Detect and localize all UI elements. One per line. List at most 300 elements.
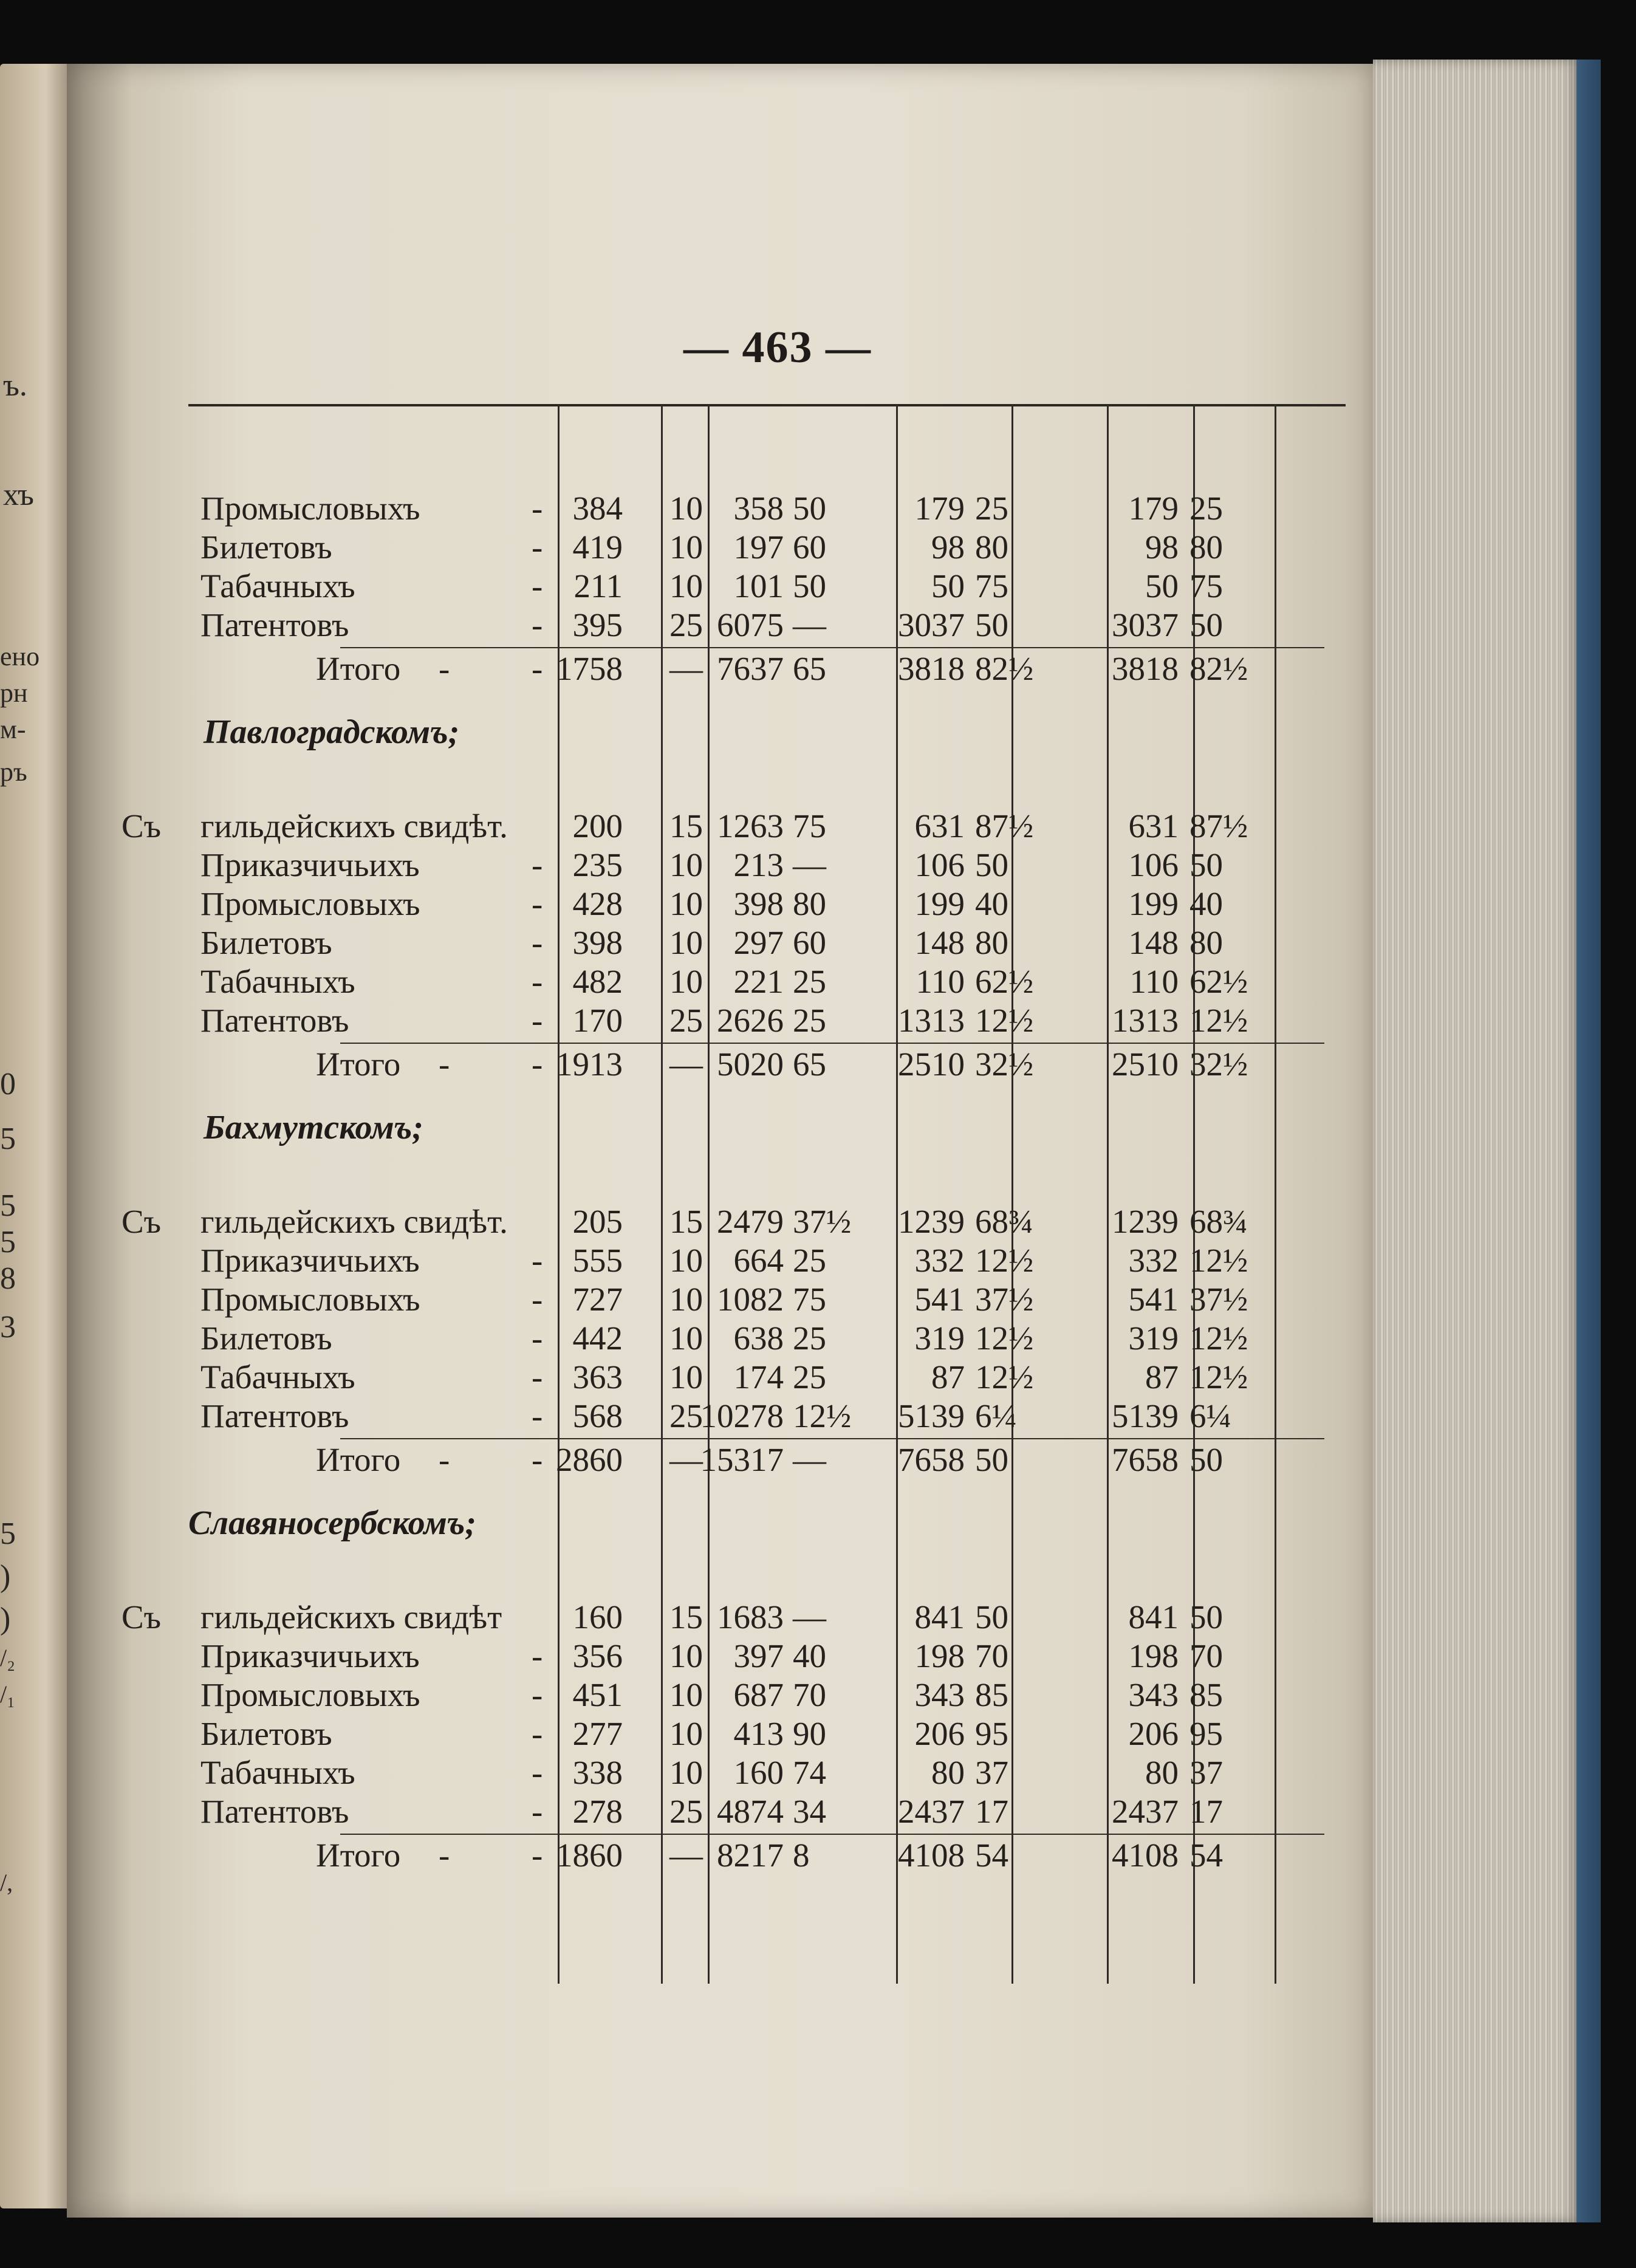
table-cell-c7: 98 (1145, 529, 1179, 566)
table-cell-c8: 95 (1189, 1715, 1223, 1752)
table-cell-c8: 87½ (1189, 807, 1248, 845)
table-cell-c5: 3818 (898, 650, 965, 687)
table-cell-c8: 85 (1189, 1676, 1223, 1713)
table-cell-c2: 25 (669, 1002, 703, 1039)
left-fragment: ръ (0, 757, 27, 787)
table-cell-c6: 54 (975, 1837, 1008, 1874)
left-fragment: 5 (0, 1225, 16, 1259)
table-top-rule (188, 404, 1346, 406)
row-prefix: Съ (122, 1598, 162, 1636)
table-cell-c6: 50 (975, 1441, 1008, 1478)
left-fragment: ) (0, 1559, 11, 1594)
table-row (67, 1598, 1373, 1637)
total-row (67, 1441, 1373, 1479)
table-cell-c6: 50 (975, 1598, 1008, 1636)
table-cell-c8: 50 (1189, 846, 1223, 883)
table-cell-c7: 3037 (1112, 606, 1179, 643)
table-cell-c5: 198 (914, 1637, 965, 1674)
table-cell-c1: 442 (572, 1320, 623, 1357)
row-label: Табачныхъ (200, 567, 355, 605)
table-cell-c8: 37½ (1189, 1281, 1248, 1318)
table-cell-c3: 398 (733, 885, 784, 922)
table-cell-c6: 12½ (975, 1358, 1034, 1396)
left-fragment: ъ. (3, 368, 27, 403)
table-cell-c8: 50 (1189, 1598, 1223, 1636)
table-cell-c2: 10 (669, 490, 703, 527)
table-cell-c3: 160 (733, 1754, 784, 1791)
table-cell-c7: 1239 (1112, 1203, 1179, 1240)
table-cell-c1: 200 (572, 807, 623, 845)
table-cell-c5: 7658 (898, 1441, 965, 1478)
table-cell-c1: 428 (572, 885, 623, 922)
table-cell-c6: 12½ (975, 1320, 1034, 1357)
table-cell-c1: 278 (572, 1793, 623, 1830)
leader-dash: - (532, 1358, 543, 1396)
table-cell-c2: — (669, 1837, 703, 1874)
table-cell-c7: 179 (1128, 490, 1179, 527)
row-label: Билетовъ (200, 1715, 332, 1752)
table-cell-c8: 70 (1189, 1637, 1223, 1674)
table-cell-c6: 25 (975, 490, 1008, 527)
table-cell-c2: 10 (669, 567, 703, 605)
table-cell-c2: 10 (669, 1715, 703, 1752)
table-cell-c8: 62½ (1189, 963, 1248, 1000)
table-cell-c8: 82½ (1189, 650, 1248, 687)
table-cell-c3: 15317 (700, 1441, 784, 1478)
table-cell-c6: 50 (975, 846, 1008, 883)
table-cell-c7: 1313 (1112, 1002, 1179, 1039)
table-cell-c4: 60 (793, 529, 826, 566)
table-cell-c5: 80 (931, 1754, 965, 1791)
table-cell-c1: 451 (572, 1676, 623, 1713)
table-cell-c7: 50 (1145, 567, 1179, 605)
table-cell-c7: 7658 (1112, 1441, 1179, 1478)
table-cell-c3: 358 (733, 490, 784, 527)
table-cell-c4: 75 (793, 1281, 826, 1318)
table-cell-c8: 37 (1189, 1754, 1223, 1791)
left-fragment: /, (0, 1869, 13, 1896)
table-cell-c3: 6075 (717, 606, 784, 643)
table-cell-c2: 10 (669, 1242, 703, 1279)
row-label: Приказчичьихъ (200, 1242, 420, 1279)
table-cell-c7: 3818 (1112, 650, 1179, 687)
table-row (67, 606, 1373, 645)
table-cell-c2: 10 (669, 529, 703, 566)
table-cell-c2: 10 (669, 924, 703, 961)
table-cell-c8: 12½ (1189, 1320, 1248, 1357)
table-cell-c2: 25 (669, 1397, 703, 1434)
table-cell-c7: 332 (1128, 1242, 1179, 1279)
leader-dash: - (532, 1441, 543, 1478)
row-label: Патентовъ (200, 606, 349, 643)
table-cell-c3: 413 (733, 1715, 784, 1752)
leader-dash: - (532, 650, 543, 687)
table-cell-c5: 110 (916, 963, 965, 1000)
row-label: Промысловыхъ (200, 1676, 420, 1713)
table-cell-c3: 7637 (717, 650, 784, 687)
table-cell-c2: — (669, 650, 703, 687)
table-cell-c1: 419 (572, 529, 623, 566)
book-cover-edge (1576, 60, 1601, 2222)
table-cell-c3: 297 (733, 924, 784, 961)
table-cell-c3: 2479 (717, 1203, 784, 1240)
table-cell-c1: 170 (572, 1002, 623, 1039)
table-cell-c5: 319 (914, 1320, 965, 1357)
row-label: Промысловыхъ (200, 490, 420, 527)
table-cell-c6: 50 (975, 606, 1008, 643)
table-cell-c5: 2510 (898, 1046, 965, 1083)
leader-dash: - (532, 1676, 543, 1713)
table-cell-c3: 101 (733, 567, 784, 605)
table-cell-c1: 555 (572, 1242, 623, 1279)
table-cell-c1: 205 (572, 1203, 623, 1240)
table-row (67, 1792, 1373, 1831)
table-cell-c4: 80 (793, 885, 826, 922)
table-cell-c2: 10 (669, 1320, 703, 1357)
table-cell-c7: 631 (1128, 807, 1179, 845)
leader-dash: - (532, 846, 543, 883)
table-cell-c5: 4108 (898, 1837, 965, 1874)
table-cell-c4: 75 (793, 807, 826, 845)
table-cell-c8: 25 (1189, 490, 1223, 527)
left-fragment: /₁ (0, 1680, 16, 1708)
table-cell-c2: 10 (669, 1754, 703, 1791)
table-cell-c8: 6¼ (1189, 1397, 1231, 1434)
table-cell-c6: 80 (975, 924, 1008, 961)
total-rule (340, 1834, 1324, 1835)
table-cell-c4: 25 (793, 1242, 826, 1279)
table-cell-c7: 148 (1128, 924, 1179, 961)
table-cell-c7: 541 (1128, 1281, 1179, 1318)
table-cell-c4: 40 (793, 1637, 826, 1674)
table-cell-c1: 398 (572, 924, 623, 961)
table-cell-c4: 8 (793, 1837, 810, 1874)
table-cell-c4: — (793, 1598, 826, 1636)
leader-dash: - (532, 606, 543, 643)
table-cell-c6: 62½ (975, 963, 1034, 1000)
table-cell-c8: 75 (1189, 567, 1223, 605)
left-fragment: ено (0, 642, 40, 671)
district-heading: Славяносербскомъ; (188, 1504, 476, 1542)
table-cell-c8: 68¾ (1189, 1203, 1248, 1240)
table-cell-c6: 6¼ (975, 1397, 1017, 1434)
total-row (67, 1045, 1373, 1084)
table-row (67, 1202, 1373, 1241)
table-cell-c1: 338 (572, 1754, 623, 1791)
table-cell-c3: 197 (733, 529, 784, 566)
table-cell-c4: 12½ (793, 1397, 852, 1434)
table-cell-c8: 12½ (1189, 1002, 1248, 1039)
table-cell-c5: 631 (914, 807, 965, 845)
table-cell-c6: 85 (975, 1676, 1008, 1713)
table-cell-c6: 17 (975, 1793, 1008, 1830)
table-cell-c4: 25 (793, 1002, 826, 1039)
row-prefix: Съ (122, 807, 162, 845)
table-cell-c1: 356 (572, 1637, 623, 1674)
book-page (67, 64, 1373, 2218)
table-cell-c5: 5139 (898, 1397, 965, 1434)
district-heading: Бахмутскомъ; (204, 1109, 423, 1146)
table-cell-c8: 17 (1189, 1793, 1223, 1830)
row-label: Табачныхъ (200, 1754, 355, 1791)
table-cell-c5: 98 (931, 529, 965, 566)
table-cell-c5: 50 (931, 567, 965, 605)
leader-dash: - (532, 1046, 543, 1083)
table-row (67, 1241, 1373, 1280)
table-row (67, 1280, 1373, 1319)
total-rule (340, 1438, 1324, 1439)
table-row (67, 1676, 1373, 1715)
table-cell-c7: 343 (1128, 1676, 1179, 1713)
table-cell-c5: 541 (914, 1281, 965, 1318)
leader-dash: - (439, 650, 450, 687)
table-cell-c6: 40 (975, 885, 1008, 922)
table-cell-c1: 395 (572, 606, 623, 643)
table-cell-c3: 1683 (717, 1598, 784, 1636)
table-cell-c7: 87 (1145, 1358, 1179, 1396)
table-row (67, 528, 1373, 567)
leader-dash: - (532, 885, 543, 922)
table-cell-c6: 87½ (975, 807, 1034, 845)
table-row (67, 846, 1373, 885)
leader-dash: - (532, 1637, 543, 1674)
table-cell-c2: 10 (669, 885, 703, 922)
table-cell-c2: — (669, 1046, 703, 1083)
left-fragment: ) (0, 1602, 11, 1636)
leader-dash: - (532, 1793, 543, 1830)
left-fragment: 5 (0, 1122, 16, 1156)
table-cell-c2: 10 (669, 963, 703, 1000)
book-fore-edge (1373, 60, 1580, 2222)
table-cell-c6: 75 (975, 567, 1008, 605)
table-cell-c4: — (793, 606, 826, 643)
row-label: Приказчичьихъ (200, 846, 420, 883)
table-cell-c8: 12½ (1189, 1242, 1248, 1279)
left-fragment: хъ (3, 478, 34, 512)
table-cell-c1: 482 (572, 963, 623, 1000)
table-cell-c5: 332 (914, 1242, 965, 1279)
table-cell-c2: 10 (669, 1281, 703, 1318)
leader-dash: - (439, 1441, 450, 1478)
table-cell-c6: 12½ (975, 1002, 1034, 1039)
page-number: — 463 — (683, 323, 872, 372)
table-cell-c1: 363 (572, 1358, 623, 1396)
table-cell-c4: 70 (793, 1676, 826, 1713)
table-cell-c1: 384 (572, 490, 623, 527)
leader-dash: - (532, 529, 543, 566)
left-fragment: 0 (0, 1067, 16, 1101)
row-label: Табачныхъ (200, 963, 355, 1000)
total-row (67, 649, 1373, 688)
table-cell-c3: 10278 (700, 1397, 784, 1434)
table-cell-c7: 2437 (1112, 1793, 1179, 1830)
table-cell-c5: 2437 (898, 1793, 965, 1830)
leader-dash: - (532, 963, 543, 1000)
table-cell-c6: 32½ (975, 1046, 1034, 1083)
table-cell-c5: 1313 (898, 1002, 965, 1039)
leader-dash: - (532, 490, 543, 527)
table-cell-c4: 74 (793, 1754, 826, 1791)
table-cell-c5: 841 (914, 1598, 965, 1636)
table-cell-c3: 4874 (717, 1793, 784, 1830)
table-row (67, 1637, 1373, 1676)
table-row (67, 962, 1373, 1001)
row-label: Билетовъ (200, 924, 332, 961)
table-cell-c7: 80 (1145, 1754, 1179, 1791)
table-row (67, 1358, 1373, 1397)
total-rule (340, 647, 1324, 648)
table-cell-c1: 568 (572, 1397, 623, 1434)
table-cell-c2: 10 (669, 846, 703, 883)
row-label: Патентовъ (200, 1397, 349, 1434)
table-cell-c8: 40 (1189, 885, 1223, 922)
table-row (67, 1001, 1373, 1040)
table-cell-c8: 50 (1189, 1441, 1223, 1478)
table-cell-c3: 174 (733, 1358, 784, 1396)
table-row (67, 489, 1373, 528)
table-cell-c4: 50 (793, 490, 826, 527)
table-cell-c3: 1082 (717, 1281, 784, 1318)
leader-dash: - (532, 1281, 543, 1318)
table-cell-c2: 10 (669, 1358, 703, 1396)
table-cell-c4: 50 (793, 567, 826, 605)
table-cell-c6: 80 (975, 529, 1008, 566)
leader-dash: - (532, 924, 543, 961)
table-cell-c1: 277 (572, 1715, 623, 1752)
table-cell-c4: 25 (793, 963, 826, 1000)
table-cell-c3: 1263 (717, 807, 784, 845)
table-cell-c5: 206 (914, 1715, 965, 1752)
leader-dash: - (439, 1046, 450, 1083)
table-cell-c4: 65 (793, 650, 826, 687)
row-label: Патентовъ (200, 1002, 349, 1039)
leader-dash: - (532, 1002, 543, 1039)
table-cell-c2: 10 (669, 1637, 703, 1674)
table-cell-c1: 160 (572, 1598, 623, 1636)
table-cell-c1: 2860 (556, 1441, 623, 1478)
table-cell-c5: 106 (914, 846, 965, 883)
table-cell-c2: 15 (669, 1203, 703, 1240)
leader-dash: - (439, 1837, 450, 1874)
table-cell-c8: 12½ (1189, 1358, 1248, 1396)
table-cell-c2: 25 (669, 1793, 703, 1830)
row-label: Патентовъ (200, 1793, 349, 1830)
table-cell-c7: 199 (1128, 885, 1179, 922)
table-cell-c5: 87 (931, 1358, 965, 1396)
leader-dash: - (532, 1715, 543, 1752)
table-cell-c4: 34 (793, 1793, 826, 1830)
row-label: Приказчичьихъ (200, 1637, 420, 1674)
table-cell-c2: 25 (669, 606, 703, 643)
table-cell-c4: — (793, 1441, 826, 1478)
table-cell-c5: 343 (914, 1676, 965, 1713)
table-cell-c2: 10 (669, 1676, 703, 1713)
table-cell-c4: 60 (793, 924, 826, 961)
table-row (67, 1397, 1373, 1436)
table-cell-c6: 37 (975, 1754, 1008, 1791)
left-fragment: 5 (0, 1516, 16, 1551)
table-cell-c7: 841 (1128, 1598, 1179, 1636)
table-cell-c4: 25 (793, 1358, 826, 1396)
table-cell-c3: 5020 (717, 1046, 784, 1083)
table-cell-c4: 25 (793, 1320, 826, 1357)
table-cell-c8: 80 (1189, 924, 1223, 961)
table-cell-c2: 15 (669, 1598, 703, 1636)
table-row (67, 885, 1373, 923)
left-fragment: м- (0, 714, 26, 744)
table-cell-c7: 319 (1128, 1320, 1179, 1357)
table-cell-c4: — (793, 846, 826, 883)
table-cell-c5: 1239 (898, 1203, 965, 1240)
table-cell-c3: 2626 (717, 1002, 784, 1039)
left-fragment: рн (0, 678, 28, 708)
table-row (67, 923, 1373, 962)
table-cell-c6: 70 (975, 1637, 1008, 1674)
table-cell-c7: 5139 (1112, 1397, 1179, 1434)
table-cell-c7: 2510 (1112, 1046, 1179, 1083)
total-label: Итого (316, 1441, 401, 1478)
table-cell-c3: 664 (733, 1242, 784, 1279)
table-cell-c6: 82½ (975, 650, 1034, 687)
table-row (67, 1753, 1373, 1792)
table-cell-c3: 221 (733, 963, 784, 1000)
row-label: гильдейскихъ свидѣт. (200, 1203, 508, 1240)
table-cell-c7: 206 (1128, 1715, 1179, 1752)
row-label: гильдейскихъ свидѣт (200, 1598, 502, 1636)
leader-dash: - (532, 567, 543, 605)
table-cell-c6: 37½ (975, 1281, 1034, 1318)
row-prefix: Съ (122, 1203, 162, 1240)
table-cell-c8: 50 (1189, 606, 1223, 643)
table-cell-c8: 54 (1189, 1837, 1223, 1874)
total-label: Итого (316, 1837, 401, 1874)
leader-dash: - (532, 1754, 543, 1791)
total-row (67, 1836, 1373, 1875)
row-label: Промысловыхъ (200, 1281, 420, 1318)
table-cell-c7: 106 (1128, 846, 1179, 883)
table-cell-c7: 198 (1128, 1637, 1179, 1674)
table-cell-c5: 199 (914, 885, 965, 922)
table-cell-c5: 3037 (898, 606, 965, 643)
row-label: Табачныхъ (200, 1358, 355, 1396)
table-cell-c4: 65 (793, 1046, 826, 1083)
leader-dash: - (532, 1242, 543, 1279)
row-label: гильдейскихъ свидѣт. (200, 807, 508, 845)
table-cell-c2: — (669, 1441, 703, 1478)
table-cell-c6: 68¾ (975, 1203, 1034, 1240)
district-heading: Павлоградскомъ; (204, 713, 460, 751)
table-cell-c6: 12½ (975, 1242, 1034, 1279)
table-cell-c1: 1758 (556, 650, 623, 687)
table-cell-c3: 638 (733, 1320, 784, 1357)
table-cell-c3: 687 (733, 1676, 784, 1713)
table-cell-c7: 4108 (1112, 1837, 1179, 1874)
total-rule (340, 1043, 1324, 1044)
leader-dash: - (532, 1397, 543, 1434)
table-cell-c7: 110 (1129, 963, 1179, 1000)
table-cell-c1: 235 (572, 846, 623, 883)
row-label: Билетовъ (200, 1320, 332, 1357)
table-cell-c1: 1860 (556, 1837, 623, 1874)
table-row (67, 807, 1373, 846)
table-cell-c3: 8217 (717, 1837, 784, 1874)
left-fragment: 3 (0, 1310, 16, 1345)
row-label: Билетовъ (200, 529, 332, 566)
left-fragment: 8 (0, 1261, 16, 1296)
total-label: Итого (316, 1046, 401, 1083)
left-fragment: /₂ (0, 1644, 16, 1671)
table-row (67, 1715, 1373, 1753)
